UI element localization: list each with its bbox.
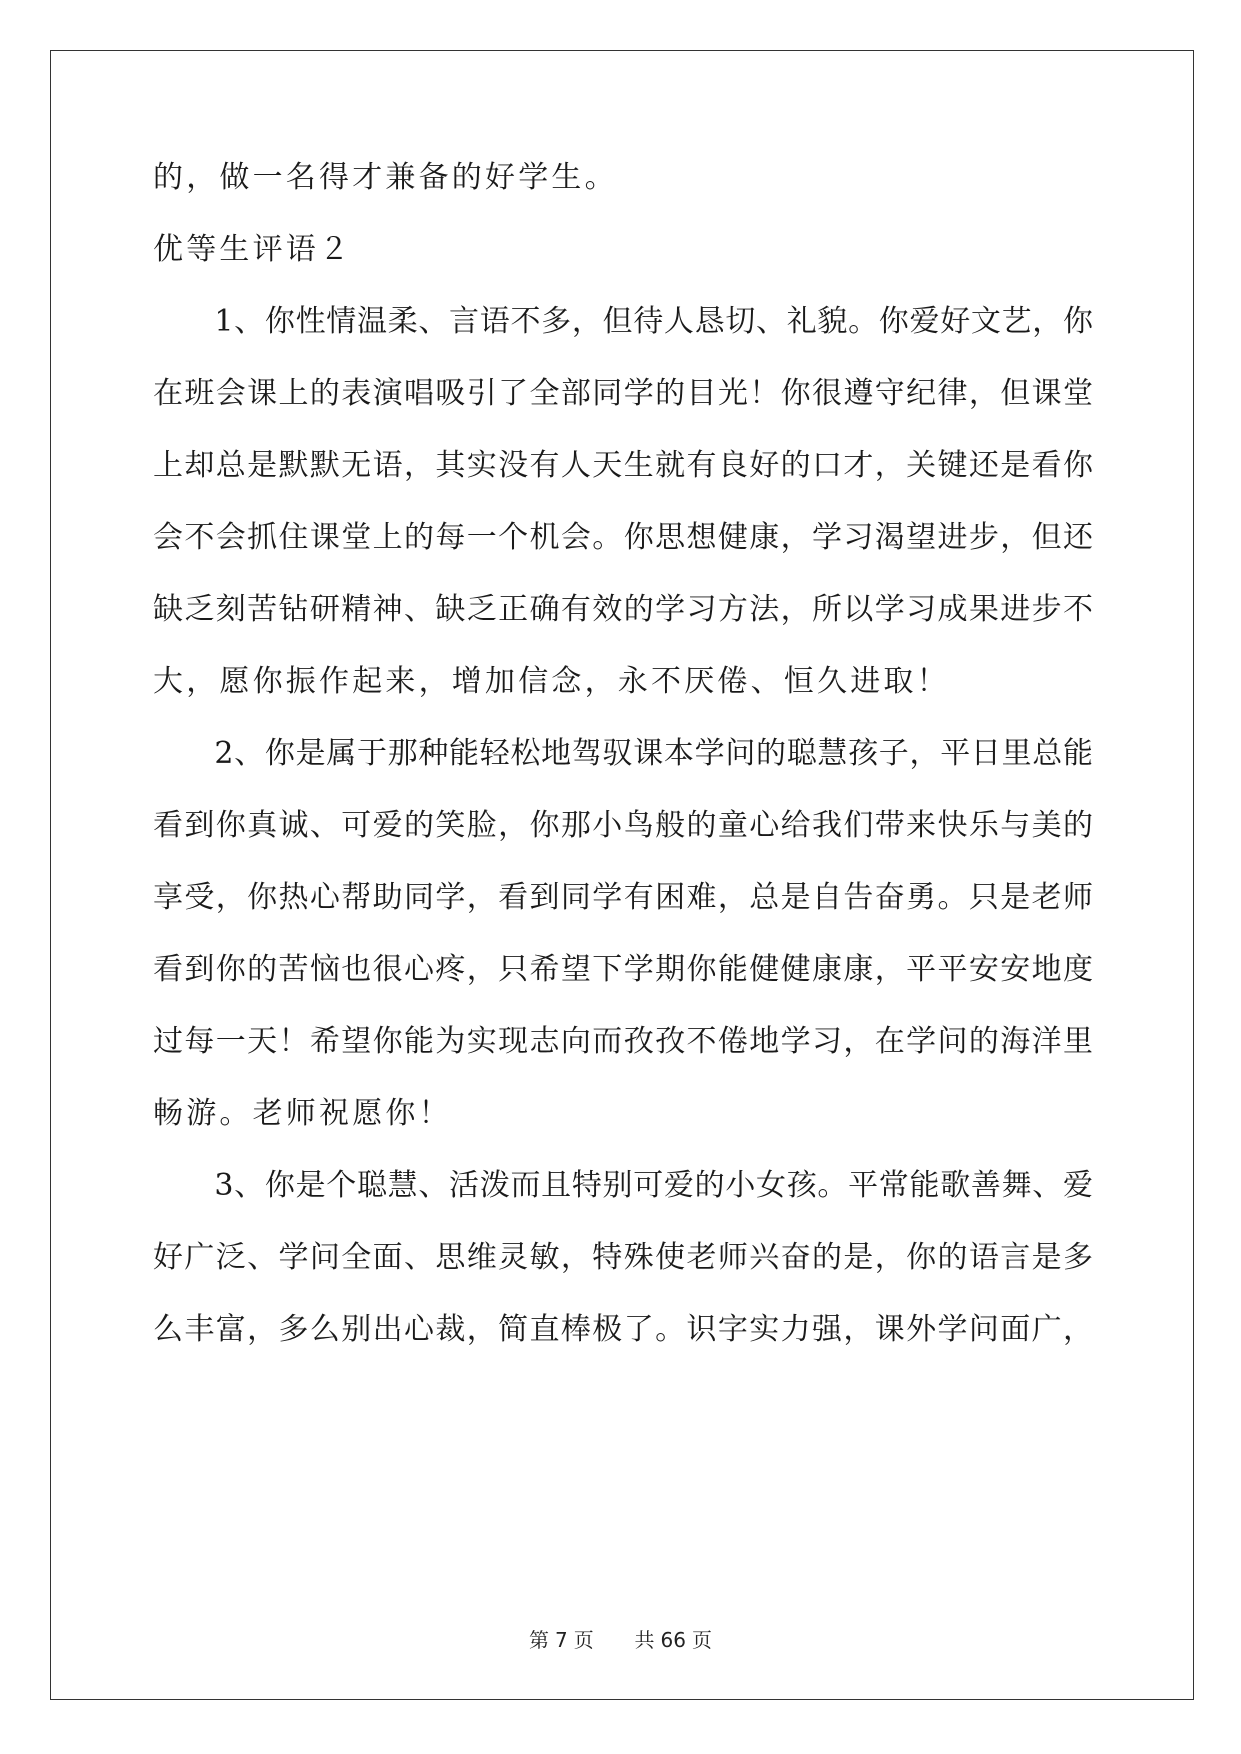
page-footer [0,1628,1241,1652]
text-line: 大，愿你振作起来，增加信念，永不厌倦、恒久进取！ [153,664,950,699]
text-line: 看到你的苦恼也很心疼，只希望下学期你能健健康康，平平安安地度 [153,952,1093,987]
text-line: 的，做一名得才兼备的好学生。 [153,160,618,195]
total-suffix: 页 [691,1628,712,1652]
text-line: 好广泛、学问全面、思维灵敏，特殊使老师兴奋的是，你的语言是多 [153,1240,1093,1275]
text-line: 畅游。老师祝愿你！ [153,1096,452,1131]
text-line: 1、你性情温柔、言语不多，但待人恳切、礼貌。你爱好文艺，你 [153,304,1093,339]
text-line: 3、你是个聪慧、活泼而且特别可爱的小女孩。平常能歌善舞、爱 [153,1168,1093,1203]
text-line: 上却总是默默无语，其实没有人天生就有良好的口才，关键还是看你 [153,448,1093,483]
text-line: 过每一天！希望你能为实现志向而孜孜不倦地学习，在学问的海洋里 [153,1024,1093,1059]
text-line: 在班会课上的表演唱吸引了全部同学的目光！你很遵守纪律，但课堂 [153,376,1093,411]
page-label-suffix: 页 [573,1628,594,1652]
total-pages: 66 [660,1628,686,1652]
text-line: 会不会抓住课堂上的每一个机会。你思想健康，学习渴望进步，但还 [153,520,1093,555]
text-line: 看到你真诚、可爱的笑脸，你那小鸟般的童心给我们带来快乐与美的 [153,808,1093,843]
section-heading: 优等生评语２ [153,232,353,267]
text-line: 么丰富，多么别出心裁，简直棒极了。识字实力强，课外学问面广， [153,1312,1093,1347]
text-line: 享受，你热心帮助同学，看到同学有困难，总是自告奋勇。只是老师 [153,880,1093,915]
page-label-prefix: 第 [529,1628,550,1652]
text-line: 缺乏刻苦钻研精神、缺乏正确有效的学习方法，所以学习成果进步不 [153,592,1093,627]
page-number: 7 [555,1628,568,1652]
text-line: 2、你是属于那种能轻松地驾驭课本学问的聪慧孩子，平日里总能 [153,736,1093,771]
page-border [50,50,1194,1700]
total-prefix: 共 [634,1628,655,1652]
